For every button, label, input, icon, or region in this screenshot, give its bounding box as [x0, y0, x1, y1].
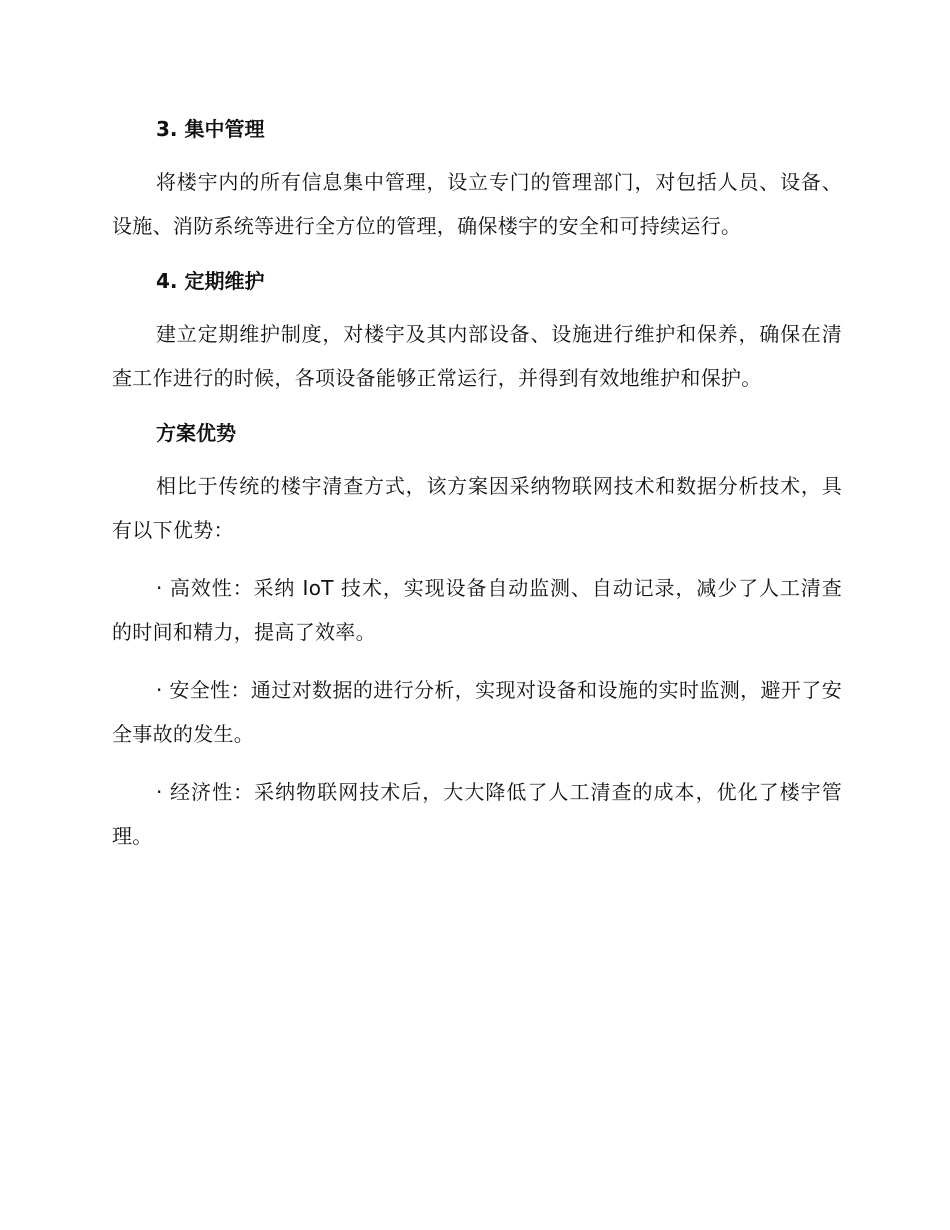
list-item-economy: · 经济性：采纳物联网技术后，大大降低了人工清查的成本，优化了楼宇管理。 — [112, 780, 842, 848]
list-item-efficiency: · 高效性：采纳 IoT 技术，实现设备自动监测、自动记录，减少了人工清查的时间和精力，提高了效率。 — [112, 576, 842, 644]
section-heading-regular-maintenance: 4. 定期维护 — [156, 269, 265, 293]
paragraph-centralized-management: 将楼宇内的所有信息集中管理，设立专门的管理部门，对包括人员、设备、设施、消防系统等进行全方位的管理，确保楼宇的安全和可持续运行。 — [112, 170, 842, 238]
document-page — [112, 110, 842, 872]
section-heading-centralized-management: 3. 集中管理 — [156, 117, 265, 141]
section-heading-advantages: 方案优势 — [156, 421, 236, 445]
list-item-safety: · 安全性：通过对数据的进行分析，实现对设备和设施的实时监测，避开了安全事故的发生。 — [112, 678, 842, 746]
paragraph-advantages-intro: 相比于传统的楼宇清查方式，该方案因采纳物联网技术和数据分析技术，具有以下优势： — [112, 474, 842, 542]
paragraph-regular-maintenance: 建立定期维护制度，对楼宇及其内部设备、设施进行维护和保养，确保在清查工作进行的时候，各项设备能够正常运行，并得到有效地维护和保护。 — [112, 322, 842, 390]
